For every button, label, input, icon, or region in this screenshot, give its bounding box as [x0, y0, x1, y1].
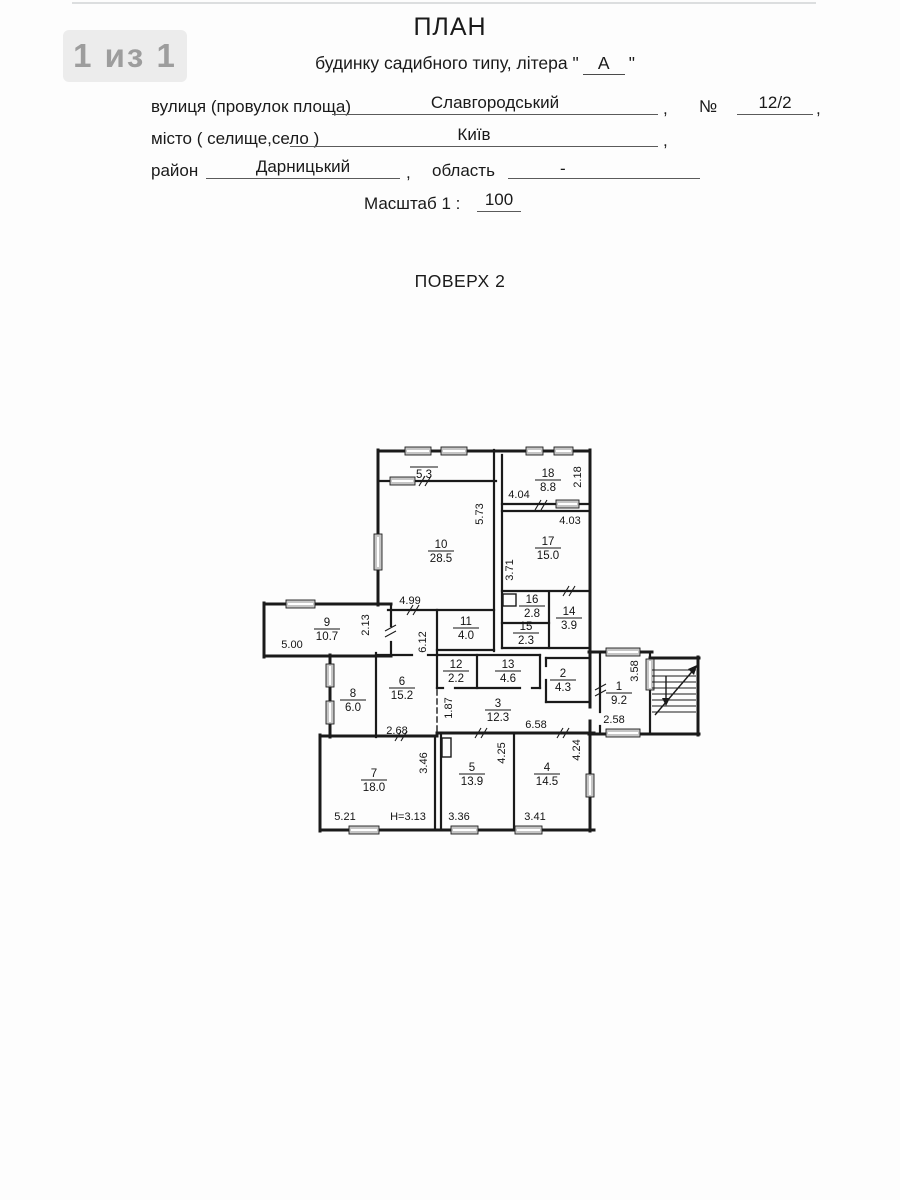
- svg-text:13.9: 13.9: [460, 776, 484, 788]
- dim-h-3-13: H=3.13: [390, 811, 426, 823]
- dim-3-41: 3.41: [524, 811, 546, 823]
- svg-text:4: 4: [543, 762, 551, 774]
- room-label-3: [485, 698, 511, 724]
- room-label-13: [495, 659, 521, 685]
- city-comma: ,: [663, 131, 668, 150]
- svg-text:18.0: 18.0: [362, 782, 386, 794]
- svg-text:10: 10: [434, 539, 448, 551]
- svg-text:16: 16: [525, 594, 539, 606]
- staircase: [652, 665, 697, 715]
- svg-text:17: 17: [541, 536, 555, 548]
- dim-3-71: 3.71: [504, 559, 516, 581]
- house-number-comma: ,: [816, 99, 821, 118]
- city-value: Київ: [290, 125, 658, 147]
- dim-2-58: 2.58: [603, 714, 625, 726]
- svg-text:2.3: 2.3: [518, 635, 534, 647]
- dim-6-12: 6.12: [417, 631, 429, 653]
- dim-4-24: 4.24: [571, 739, 583, 761]
- dim-4-99: 4.99: [399, 595, 421, 607]
- svg-text:11: 11: [460, 616, 472, 628]
- svg-text:8.8: 8.8: [540, 482, 556, 494]
- city-label: місто ( селище,село ): [151, 129, 320, 148]
- closet-room16: [503, 594, 516, 606]
- svg-text:1: 1: [615, 681, 623, 693]
- svg-text:15.2: 15.2: [390, 690, 414, 702]
- room-label-16: [519, 594, 545, 620]
- district-comma: ,: [406, 163, 411, 182]
- street-comma: ,: [663, 99, 668, 118]
- dim-2-68: 2.68: [386, 725, 408, 737]
- room-label-5: [459, 762, 485, 788]
- district-label: район: [151, 161, 199, 180]
- svg-text:4.0: 4.0: [458, 630, 474, 642]
- svg-text:2: 2: [559, 668, 567, 680]
- svg-text:2.8: 2.8: [524, 608, 540, 620]
- svg-text:9: 9: [323, 617, 331, 629]
- page-count-badge: 1 из 1: [63, 30, 187, 82]
- dim-4-03: 4.03: [559, 515, 581, 527]
- dim-4-04: 4.04: [508, 489, 530, 501]
- litera-value: А: [583, 53, 625, 75]
- document-title: ПЛАН: [413, 13, 487, 41]
- closet-room5: [442, 738, 451, 757]
- svg-text:8: 8: [349, 688, 357, 700]
- balcony-area: 5.3: [416, 469, 432, 481]
- scale-value: 100: [477, 190, 521, 212]
- dim-3-58: 3.58: [629, 660, 641, 682]
- svg-text:6: 6: [398, 676, 406, 688]
- svg-text:12.3: 12.3: [486, 712, 510, 724]
- svg-text:4.6: 4.6: [500, 673, 516, 685]
- room-label-6: [389, 676, 415, 702]
- svg-text:5: 5: [468, 762, 476, 774]
- room-label-9: [314, 617, 340, 643]
- dim-4-25: 4.25: [496, 742, 508, 764]
- room-label-12: [443, 659, 469, 685]
- house-number-value: 12/2: [737, 93, 813, 115]
- svg-text:28.5: 28.5: [429, 553, 453, 565]
- room-label-1: [606, 681, 632, 707]
- room-label-8: [340, 688, 366, 714]
- house-number-label: №: [699, 97, 718, 116]
- svg-text:3.9: 3.9: [561, 620, 577, 632]
- svg-text:9.2: 9.2: [611, 695, 627, 707]
- street-value: Славгородський: [332, 93, 658, 115]
- svg-text:7: 7: [370, 768, 378, 780]
- room-label-14: [556, 606, 582, 632]
- district-value: Дарницький: [206, 157, 400, 179]
- subtitle-suffix: ": [628, 53, 635, 73]
- room-label-18: [535, 468, 561, 494]
- document-subtitle: [240, 53, 710, 75]
- dim-3-46: 3.46: [418, 752, 430, 774]
- dim-1-87: 1.87: [443, 697, 455, 719]
- oblast-value: -: [560, 159, 566, 178]
- svg-text:6.0: 6.0: [345, 702, 361, 714]
- svg-text:13: 13: [501, 659, 515, 671]
- svg-text:14.5: 14.5: [535, 776, 559, 788]
- room-label-2: [550, 668, 576, 694]
- room-label-7: [361, 768, 387, 794]
- room-label-11: [453, 616, 479, 642]
- dim-5-73: 5.73: [474, 503, 486, 525]
- dim-2-18: 2.18: [572, 466, 584, 488]
- dim-2-13: 2.13: [360, 614, 372, 636]
- dim-5-21: 5.21: [334, 811, 356, 823]
- dim-5-00: 5.00: [281, 639, 303, 651]
- svg-text:15: 15: [519, 621, 533, 633]
- svg-text:2.2: 2.2: [448, 673, 464, 685]
- svg-text:14: 14: [562, 606, 576, 618]
- street-label: вулиця (провулок площа): [151, 97, 352, 116]
- floor-plan-drawing: [250, 435, 720, 845]
- subtitle-prefix: будинку садибного типу, літера ": [315, 53, 579, 73]
- svg-text:10.7: 10.7: [315, 631, 339, 643]
- scale-label: Масштаб 1 :: [364, 194, 461, 213]
- room-label-17: [535, 536, 561, 562]
- svg-text:15.0: 15.0: [536, 550, 560, 562]
- svg-text:18: 18: [541, 468, 555, 480]
- dim-3-36: 3.36: [448, 811, 470, 823]
- stair-break-line: [655, 667, 696, 715]
- scan-artifact-line: [72, 2, 816, 4]
- svg-text:3: 3: [494, 698, 502, 710]
- oblast-label: область: [432, 161, 495, 180]
- dim-6-58: 6.58: [525, 719, 547, 731]
- oblast-line: [508, 157, 700, 179]
- floor-title: ПОВЕРХ 2: [414, 271, 506, 291]
- room-label-4: [534, 762, 560, 788]
- svg-text:4.3: 4.3: [555, 682, 571, 694]
- room-label-15: [513, 621, 539, 647]
- dimension-labels: [281, 466, 641, 823]
- room-label-10: [428, 539, 454, 565]
- svg-text:12: 12: [449, 659, 463, 671]
